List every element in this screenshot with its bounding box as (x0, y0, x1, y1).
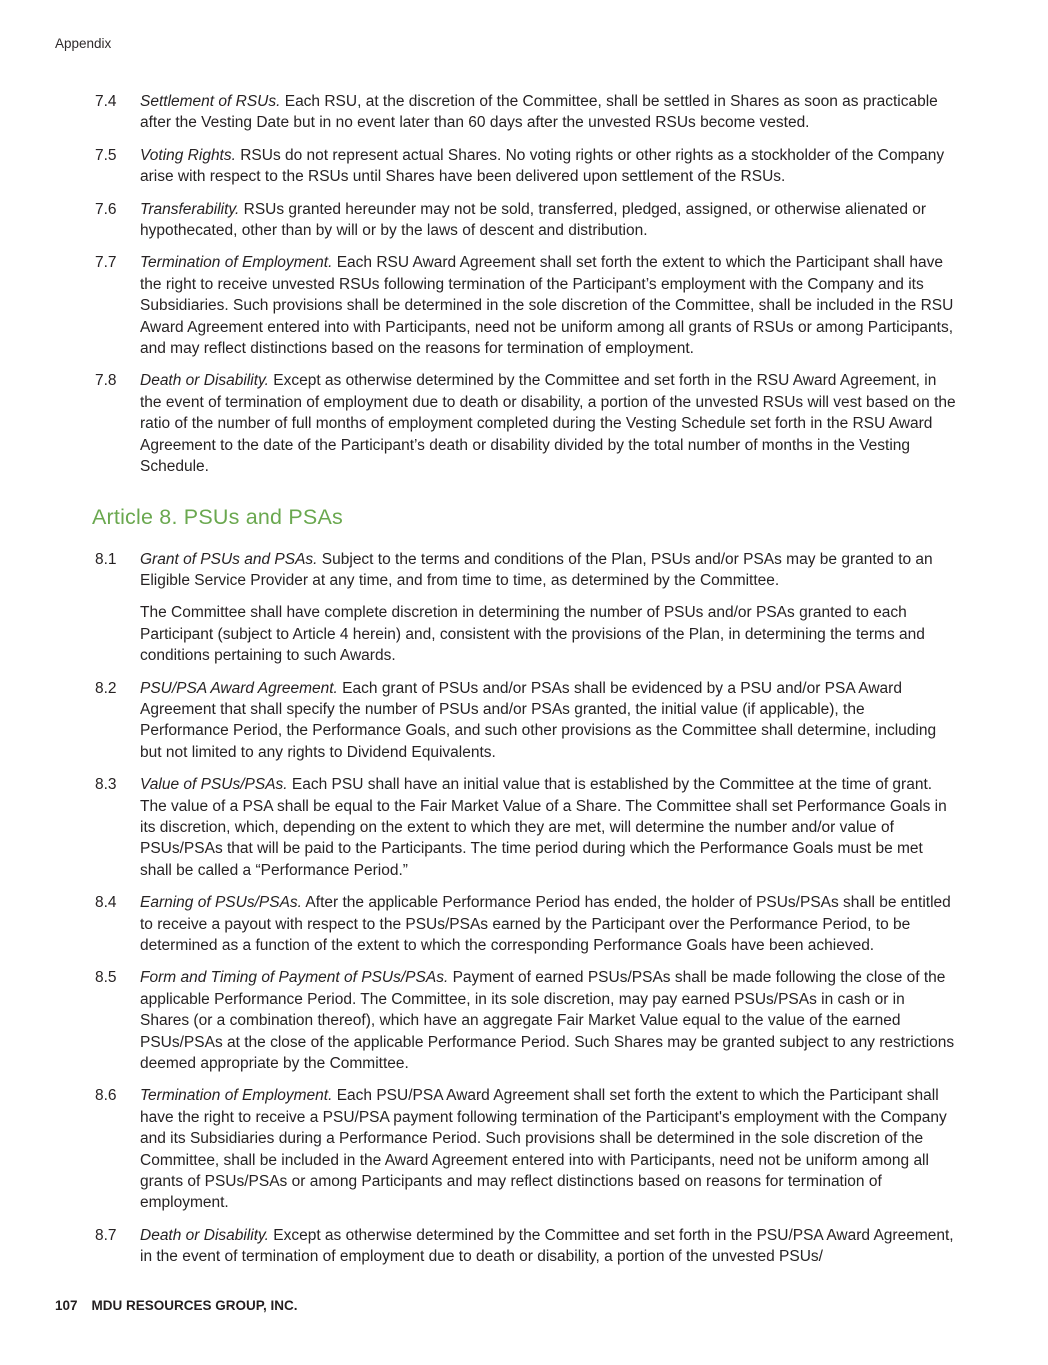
clause-7.7 (95, 252, 957, 359)
clause-number: 7.7 (95, 254, 117, 272)
clause-title: Voting Rights. (140, 146, 236, 164)
article-7-clauses (95, 91, 957, 478)
clause-7.4 (95, 91, 957, 134)
clause-number: 8.3 (95, 776, 117, 794)
clause-body (140, 91, 957, 134)
clause-paragraph: Grant of PSUs and PSAs. Subject to the terms and conditions of the Plan, PSUs and/or PSAs may be granted to an Eligible Service Provider at any time, and from time to time, as determined by the Committee. (140, 550, 933, 589)
clause-8.4 (95, 892, 957, 956)
clause-paragraph: Death or Disability. Except as otherwise determined by the Committee and set forth in the PSU/PSA Award Agreement, in the event of termination of employment due to death or disability, a portion of the unvested PSUs/ (140, 1226, 954, 1266)
clause-body (140, 370, 957, 477)
document-content (92, 91, 957, 1279)
clause-body (140, 145, 957, 188)
clause-title: Death or Disability. (140, 372, 269, 390)
clause-title: Death or Disability. (140, 1226, 269, 1244)
clause-continuation-paragraph: The Committee shall have complete discretion in determining the number of PSUs and/or PSAs granted to each Participant (subject to Article 4 herein) and, consistent with the provisions of the Plan, in determining the terms and conditions pertaining to such Awards. (140, 604, 925, 665)
clause-paragraph: Voting Rights. RSUs do not represent actual Shares. No voting rights or other rights as a stockholder of the Company arise with respect to the RSUs until Shares have been delivered upon settlement of the RSUs. (140, 146, 945, 186)
clause-8.2 (95, 678, 957, 764)
article-8-heading: Article 8. PSUs and PSAs (92, 504, 343, 529)
clause-paragraph: Termination of Employment. Each PSU/PSA Award Agreement shall set forth the extent to which the Participant shall have the right to receive a PSU/PSA payment following termination of the Participant's employment with the Company and its Subsidiaries during a Performance Period. Such provisions shall be determined in the sole discretion of the Committee, shall be included in the Award Agreement entered into with Participants, need not be uniform among all grants of PSUs/PSAs or among Participants and may reflect distinctions based on reasons for termination of employment. (140, 1087, 947, 1212)
page-footer (55, 1298, 298, 1313)
clause-body (140, 199, 957, 242)
clause-paragraph: Settlement of RSUs. Each RSU, at the discretion of the Committee, shall be settled in Shares as soon as practicable after the Vesting Date but in no event later than 60 days after the unvested RSUs become vested. (140, 93, 938, 132)
clause-8.6 (95, 1085, 957, 1213)
clause-paragraph: Value of PSUs/PSAs. Each PSU shall have an initial value that is established by the Committee at the time of grant. The value of a PSA shall be equal to the Fair Market Value of a Share. The Committee shall set Performance Goals in its discretion, which, depending on the extent to which they are met, will determine the number and/or value of PSUs/PSAs that will be paid to the Participants. The time period during which the Performance Goals must be met shall be called a “Performance Period.” (140, 776, 947, 879)
clause-number: 7.8 (95, 372, 117, 390)
clause-number: 8.7 (95, 1226, 117, 1244)
clause-body (140, 252, 957, 359)
clause-8.1 (95, 549, 957, 667)
clause-paragraph: Form and Timing of Payment of PSUs/PSAs. Payment of earned PSUs/PSAs shall be made following the close of the applicable Performance Period. The Committee, in its sole discretion, may pay earned PSUs/PSAs in cash or in Shares (or a combination thereof), which have an aggregate Fair Market Value equal to the value of the earned PSUs/PSAs at the close of the applicable Performance Period. Such Shares may be granted subject to any restrictions deemed appropriate by the Committee. (140, 969, 955, 1073)
clause-body (140, 967, 957, 1074)
clause-body (140, 1225, 957, 1268)
clause-title: Earning of PSUs/PSAs. (140, 894, 302, 912)
page-number: 107 (55, 1298, 78, 1313)
clause-paragraph: Termination of Employment. Each RSU Award Agreement shall set forth the extent to which the Participant shall have the right to receive unvested RSUs following termination of the Participant’s employment with the Company and its Subsidiaries. Such provisions shall be determined in the sole discretion of the Committee, shall be included in the RSU Award Agreement entered into with Participants, need not be uniform among all grants of RSUs or among Participants, and may reflect distinctions based on the reasons for termination of employment. (140, 254, 954, 358)
clause-number: 8.1 (95, 550, 117, 568)
clause-paragraph: PSU/PSA Award Agreement. Each grant of PSUs and/or PSAs shall be evidenced by a PSU and/or PSA Award Agreement that shall specify the number of PSUs and/or PSAs granted, the initial value (if applicable), the Performance Period, the Performance Goals, and such other provisions as the Committee shall determine, including but not limited to any rights to Dividend Equivalents. (140, 679, 937, 761)
clause-number: 7.6 (95, 200, 117, 218)
clause-title: Termination of Employment. (140, 1087, 333, 1105)
clause-body (140, 774, 957, 881)
clause-7.5 (95, 145, 957, 188)
clause-body (140, 549, 957, 667)
clause-title: Grant of PSUs and PSAs. (140, 550, 318, 568)
clause-7.6 (95, 199, 957, 242)
clause-8.7 (95, 1225, 957, 1268)
clause-body (140, 678, 957, 764)
clause-title: Form and Timing of Payment of PSUs/PSAs. (140, 969, 449, 987)
clause-number: 8.4 (95, 894, 117, 912)
article-8-clauses (95, 549, 957, 1268)
clause-7.8 (95, 370, 957, 477)
clause-title: Value of PSUs/PSAs. (140, 776, 288, 794)
company-name: MDU RESOURCES GROUP, INC. (91, 1298, 298, 1313)
clause-title: PSU/PSA Award Agreement. (140, 679, 338, 697)
clause-title: Transferability. (140, 200, 240, 218)
page-header-label: Appendix (55, 36, 112, 51)
clause-body (140, 1085, 957, 1213)
clause-paragraph: Transferability. RSUs granted hereunder may not be sold, transferred, pledged, assigned, or otherwise alienated or hypothecated, other than by will or by the laws of descent and distribution. (140, 200, 927, 240)
clause-number: 7.5 (95, 146, 117, 164)
clause-8.5 (95, 967, 957, 1074)
clause-paragraph: Death or Disability. Except as otherwise determined by the Committee and set forth in the RSU Award Agreement, in the event of termination of employment due to death or disability, a portion of the unvested RSUs will vest based on the ratio of the number of full months of employment completed during the Vesting Schedule set forth in the RSU Award Agreement to the date of the Participant’s death or disability divided by the total number of months in the Vesting Schedule. (140, 372, 956, 476)
clause-body (140, 892, 957, 956)
clause-number: 8.2 (95, 679, 117, 697)
clause-number: 8.6 (95, 1087, 117, 1105)
clause-8.3 (95, 774, 957, 881)
clause-title: Termination of Employment. (140, 254, 333, 272)
clause-title: Settlement of RSUs. (140, 93, 281, 110)
clause-number: 7.4 (95, 93, 117, 110)
clause-paragraph: Earning of PSUs/PSAs. After the applicable Performance Period has ended, the holder of PSUs/PSAs shall be entitled to receive a payout with respect to the PSUs/PSAs earned by the Participant over the Performance Period, to be determined as a function of the extent to which the corresponding Performance Goals have been achieved. (140, 894, 951, 954)
clause-number: 8.5 (95, 969, 117, 987)
